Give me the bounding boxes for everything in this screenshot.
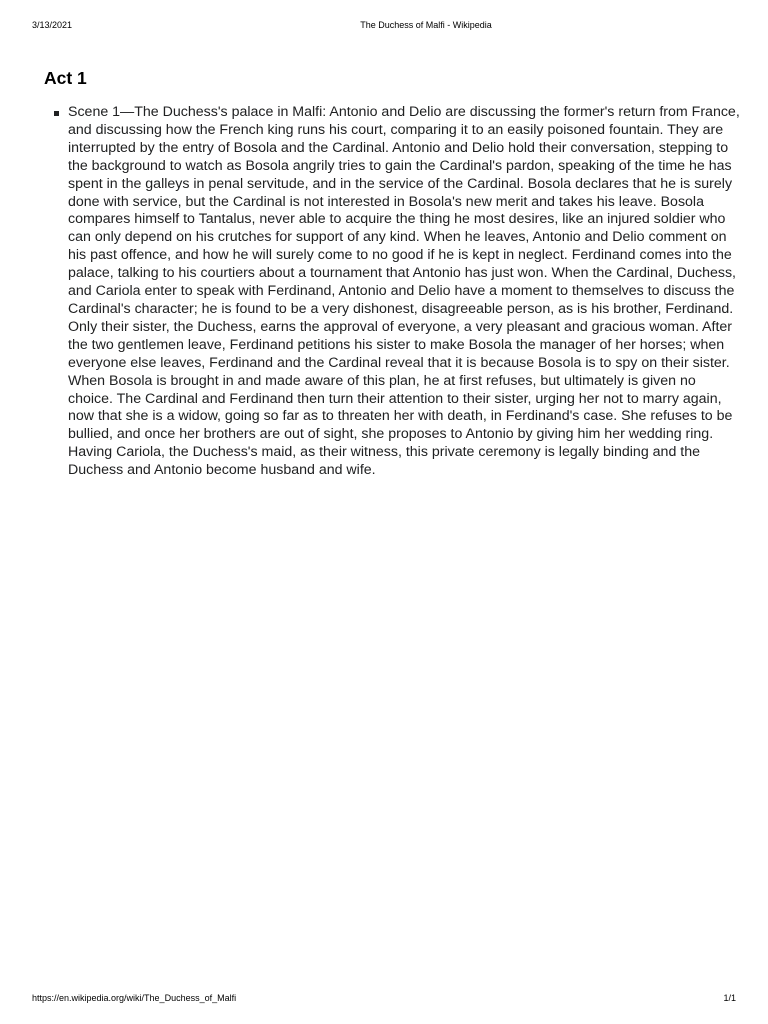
print-header — [0, 19, 768, 31]
print-page-title: The Duchess of Malfi - Wikipedia — [360, 20, 492, 30]
scene-list — [44, 104, 744, 480]
section-heading: Act 1 — [44, 68, 87, 88]
print-url: https://en.wikipedia.org/wiki/The_Duchess_of_Malfi — [32, 993, 237, 1003]
print-date: 3/13/2021 — [32, 20, 73, 30]
print-footer — [0, 992, 768, 1004]
list-item — [44, 104, 744, 480]
article-content — [44, 66, 744, 480]
list-item-text: Scene 1—The Duchess's palace in Malfi: Antonio and Delio are discussing the former's return from France, and discussing how the French king runs his court, comparing it to an easily poisoned fountain. They are interrupted by the entry of Bosola and the Cardinal. Antonio and Delio hold their conversation, stepping to the background to watch as Bosola angrily tries to gain the Cardinal's pardon, speaking of the time he has spent in the galleys in penal servitude, and in the service of the Cardinal. Bosola declares that he is surely done with service, but the Cardinal is not interested in Bosola's new merit and takes his leave. Bosola compares himself to Tantalus, never able to acquire the thing he most desires, like an injured soldier who can only depend on his crutches for support of any kind. When he leaves, Antonio and Delio comment on his past offence, and how he will surely come to no good if he is kept in neglect. Ferdinand comes into the palace, talking to his courtiers about a tournament that Antonio has just won. When the Cardinal, Duchess, and Cariola enter to speak with Ferdinand, Antonio and Delio have a moment to themselves to discuss the Cardinal's character; he is found to be a very dishonest, disagreeable person, as is his brother, Ferdinand. Only their sister, the Duchess, earns the approval of everyone, a very pleasant and gracious woman. After the two gentlemen leave, Ferdinand petitions his sister to make Bosola the manager of her horses; when everyone else leaves, Ferdinand and the Cardinal reveal that it is because Bosola is to spy on their sister. When Bosola is brought in and made aware of this plan, he at first refuses, but ultimately is given no choice. The Cardinal and Ferdinand then turn their attention to their sister, urging her not to marry again, now that she is a widow, going so far as to threaten her with death, in Ferdinand's case. She refuses to be bullied, and once her brothers are out of sight, she proposes to Antonio by giving him her wedding ring. Having Cariola, the Duchess's maid, as their witness, this private ceremony is legally binding and the Duchess and Antonio become husband and wife. — [68, 104, 740, 479]
bullet-icon — [54, 111, 59, 116]
page-number: 1/1 — [723, 993, 736, 1003]
